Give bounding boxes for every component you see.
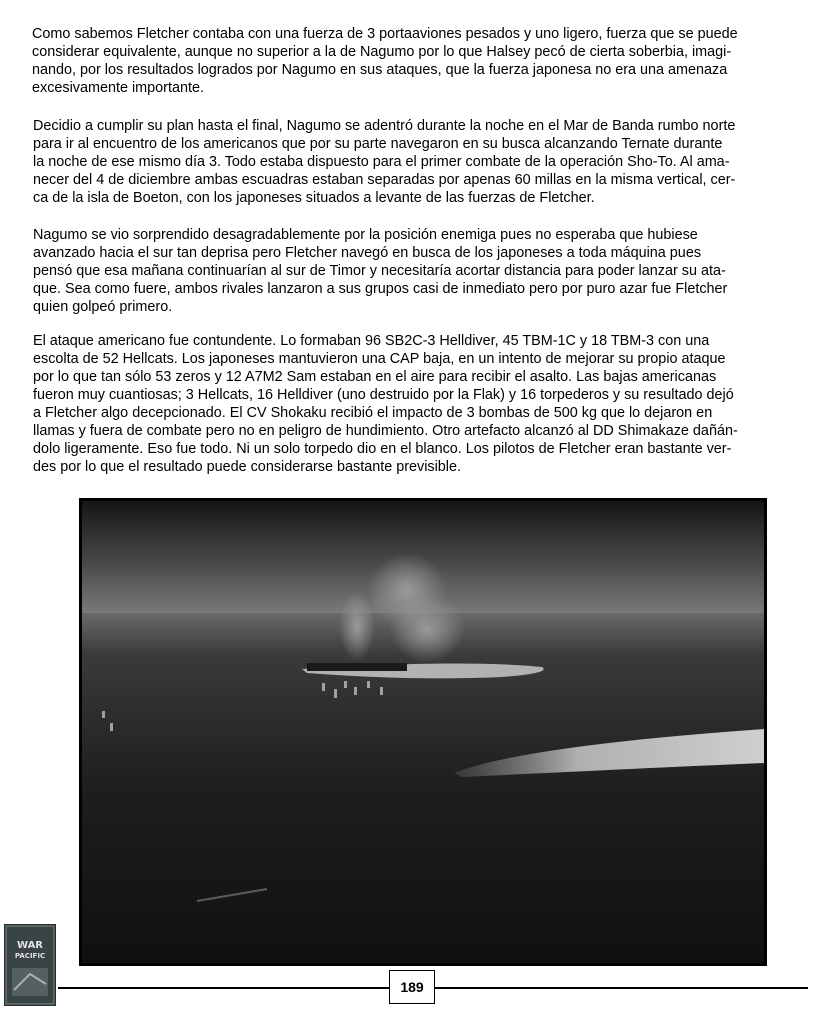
smoke-plume — [339, 591, 375, 661]
paragraph-4 — [33, 332, 738, 476]
text-line: llamas y fuera de combate pero no en peligro de hundimiento. Otro artefacto alcanzó al DD Shimakaze dañán- — [33, 423, 738, 439]
cover-title-line-1: WAR — [16, 940, 44, 951]
text-line: a Fletcher algo decepcionado. El CV Shokaku recibió el impacto de 3 bombas de 500 kg que lo dejaron en — [33, 405, 713, 421]
paragraph-1 — [32, 25, 738, 97]
text-line: Como sabemos Fletcher contaba con una fuerza de 3 portaaviones pesados y uno ligero, fuerza que se puede — [32, 26, 738, 42]
text-line: que. Sea como fuere, ambos rivales lanzaron a sus grupos casi de inmediato pero por puro azar fue Fletcher — [33, 281, 728, 297]
text-line: Decidio a cumplir su plan hasta el final, Nagumo se adentró durante la noche en el Mar de Banda rumbo norte — [33, 118, 736, 134]
text-line: quien golpeó primero. — [33, 299, 173, 315]
text-line: excesivamente importante. — [32, 80, 204, 96]
text-line: necer del 4 de diciembre ambas escuadras estaban separadas por apenas 60 millas en la misma vertical, cer- — [33, 172, 736, 188]
text-line: fueron muy cuantiosas; 3 Hellcats, 16 Helldiver (uno destruido por la Flak) y 16 torpederos y su resultado dejó — [33, 387, 734, 403]
paragraph-3 — [33, 226, 727, 316]
text-line: considerar equivalente, aunque no superior a la de Nagumo por lo que Halsey pecó de cierta soberbia, imagi- — [32, 44, 732, 60]
text-line: pensó que esa mañana continuarían al sur de Timor y necesitaría acortar distancia para poder lanzar su ata- — [33, 263, 726, 279]
book-cover-thumbnail — [4, 924, 56, 1006]
text-line: dolo ligeramente. Eso fue todo. Ni un solo torpedo dio en el blanco. Los pilotos de Fletcher eran bastante ver- — [33, 441, 732, 457]
text-line: para ir al encuentro de los americanos que por su parte navegaron en su busca alcanzando Ternate durante — [33, 136, 723, 152]
text-line: ca de la isla de Boeton, con los japoneses situados a levante de las fuerzas de Fletcher. — [33, 190, 595, 206]
text-line: escolta de 52 Hellcats. Los japoneses mantuvieron una CAP baja, en un intento de mejorar su propio ataque — [33, 351, 726, 367]
text-line: avanzado hacia el sur tan deprisa pero Fletcher navegó en busca de los japoneses a toda máquina pues — [33, 245, 702, 261]
paragraph-2 — [33, 117, 735, 207]
page-number — [389, 970, 435, 1004]
text-line: nando, por los resultados logrados por Nagumo en sus ataques, que la fuerza japonesa no era una amenaza — [32, 62, 728, 78]
battle-photograph — [79, 498, 767, 966]
aircraft-carrier — [307, 663, 407, 671]
text-line: El ataque americano fue contundente. Lo formaban 96 SB2C-3 Helldiver, 45 TBM-1C y 18 TBM-3 con una — [33, 333, 710, 349]
text-line: des por lo que el resultado puede considerarse bastante previsible. — [33, 459, 461, 475]
text-line: Nagumo se vio sorprendido desagradablemente por la posición enemiga pues no esperaba que hubiese — [33, 227, 698, 243]
aerial-attack-photo — [82, 501, 764, 963]
cover-title-line-2: PACIFIC — [14, 952, 46, 960]
text-line: por lo que tan sólo 53 zeros y 12 A7M2 Sam estaban en el aire para recibir el asalto. Las bajas americanas — [33, 369, 717, 385]
smoke-plume — [389, 595, 465, 663]
page-number-text: 189 — [400, 979, 424, 995]
text-line: la noche de ese mismo día 3. Todo estaba dispuesto para el primer combate de la operación Sho-To. Al ama- — [33, 154, 730, 170]
